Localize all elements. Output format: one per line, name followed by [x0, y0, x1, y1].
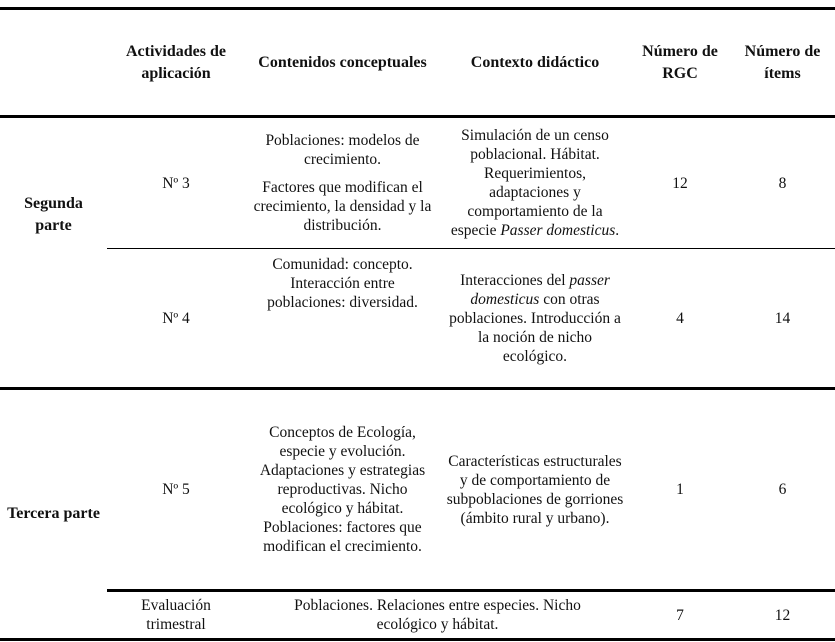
contents-context-cell: Poblaciones. Relaciones entre especies. Nicho ecológico y hábitat.	[245, 591, 630, 640]
context-text: Características estructurales y de comportamiento de subpoblaciones de gorriones (ámbito rural y urbano).	[446, 452, 624, 527]
rgc-cell: 7	[630, 591, 730, 640]
contents-cell	[245, 249, 440, 389]
rgc-cell: 4	[630, 249, 730, 389]
items-cell: 6	[730, 389, 835, 591]
species-name: passer domesticus	[470, 271, 610, 308]
items-cell: 14	[730, 249, 835, 389]
header-row	[0, 9, 835, 117]
header-contents: Contenidos conceptuales	[245, 9, 440, 117]
context-text: .	[615, 222, 620, 239]
contents-cell	[245, 117, 440, 249]
context-text: Interacciones del	[460, 271, 570, 289]
section-label: Tercera parte	[0, 389, 107, 640]
context-cell	[440, 389, 630, 591]
activity-cell: Nº 4	[107, 249, 245, 389]
context-text: Simulación de un censo poblacional. Hábitat. Requerimientos, adaptaciones y comportamiento de la especie	[450, 127, 609, 239]
items-cell: 8	[730, 117, 835, 249]
contents-text: Poblaciones: modelos de crecimiento.	[265, 132, 420, 168]
section-label: Segunda parte	[0, 117, 107, 389]
activities-table	[0, 7, 835, 641]
table-row	[0, 591, 835, 640]
activity-cell: Nº 5	[107, 389, 245, 591]
table-row	[0, 389, 835, 591]
table-row	[0, 117, 835, 249]
header-items: Número de ítems	[730, 9, 835, 117]
header-empty	[0, 9, 107, 117]
header-rgc: Número de RGC	[630, 9, 730, 117]
activity-cell: Nº 3	[107, 117, 245, 249]
context-cell	[440, 249, 630, 389]
header-context: Contexto didáctico	[440, 9, 630, 117]
contents-text: Factores que modifican el crecimiento, la densidad y la distribución.	[253, 179, 432, 234]
table-row	[0, 249, 835, 389]
rgc-cell: 12	[630, 117, 730, 249]
activity-cell: Evaluación trimestral	[107, 591, 245, 640]
header-activities: Actividades de aplicación	[107, 9, 245, 117]
context-cell	[440, 117, 630, 249]
context-text: con otras poblaciones. Introducción a la noción de nicho ecológico.	[449, 290, 621, 365]
species-name: Passer domesticus	[500, 222, 616, 239]
contents-text: Comunidad: concepto. Interacción entre poblaciones: diversidad.	[267, 256, 418, 311]
contents-text: Conceptos de Ecología, especie y evolución. Adaptaciones y estrategias reproductivas. Nicho ecológico y hábitat. Poblaciones: factores que modifican el crecimiento.	[259, 424, 426, 555]
rgc-cell: 1	[630, 389, 730, 591]
contents-cell	[245, 389, 440, 591]
items-cell: 12	[730, 591, 835, 640]
